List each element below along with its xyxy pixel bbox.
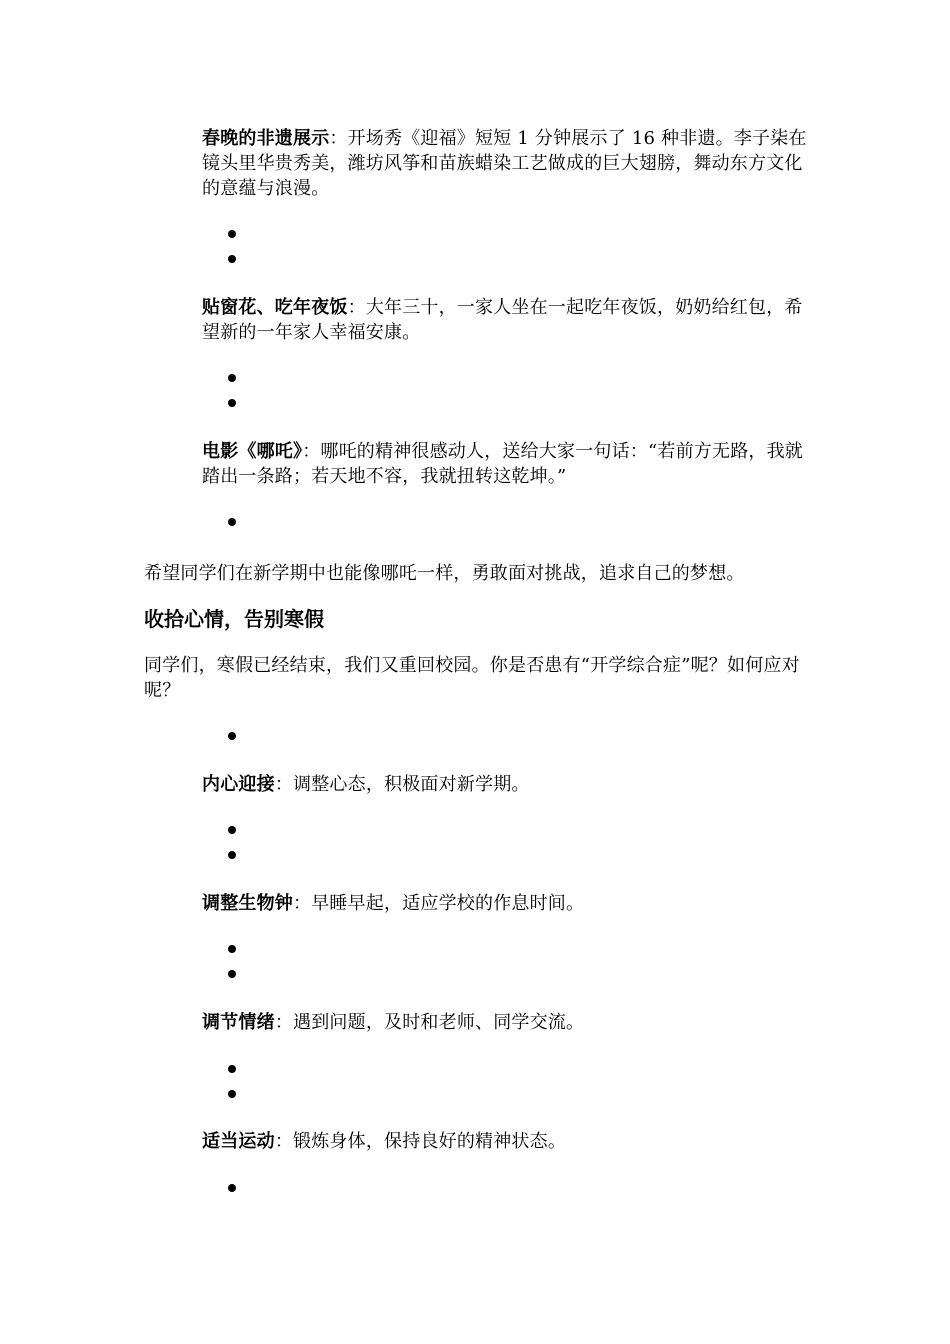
bullet-dot xyxy=(228,1184,236,1192)
section-heading: 收拾心情，告别寒假 xyxy=(144,607,324,631)
item-separator: ： xyxy=(329,128,348,149)
item-text: 哪吒的精神很感动人，送给大家一句话：“若前方无路，我就踏出一条路；若天地不容，我就扭转这乾坤。” xyxy=(202,441,804,487)
tip-separator: ： xyxy=(274,1131,294,1152)
item-separator: ： xyxy=(347,297,366,318)
item-label: 春晚的非遗展示 xyxy=(202,128,330,149)
item-label: 贴窗花、吃年夜饭 xyxy=(202,297,348,318)
tip-separator: ： xyxy=(274,1012,294,1033)
bullet-dot xyxy=(228,230,236,238)
tip-label: 内心迎接 xyxy=(202,774,275,795)
bullet-dot xyxy=(228,851,236,859)
bullet-dot xyxy=(228,1065,236,1073)
bullet-dot xyxy=(228,399,236,407)
item-separator: ： xyxy=(302,441,321,462)
item-paragraph xyxy=(202,439,812,489)
tip-text: 遇到问题，及时和老师、同学交流。 xyxy=(293,1012,585,1033)
bullet-dot xyxy=(228,518,236,526)
tip-paragraph xyxy=(202,1129,812,1154)
tip-separator: ： xyxy=(274,774,294,795)
bullet-dot xyxy=(228,255,236,263)
bullet-dot xyxy=(228,826,236,834)
item-paragraph xyxy=(202,295,812,345)
bullet-dot xyxy=(228,945,236,953)
closing-paragraph: 希望同学们在新学期中也能像哪吒一样，勇敢面对挑战，追求自己的梦想。 xyxy=(144,563,745,584)
item-text: 大年三十，一家人坐在一起吃年夜饭，奶奶给红包，希望新的一年家人幸福安康。 xyxy=(202,297,803,343)
tip-separator: ： xyxy=(293,893,312,914)
tip-paragraph xyxy=(202,891,812,916)
bullet-dot xyxy=(228,1090,236,1098)
item-label: 电影《哪吒》 xyxy=(202,441,303,462)
bullet-dot xyxy=(228,732,236,740)
item-paragraph xyxy=(202,126,812,201)
intro-paragraph: 同学们，寒假已经结束，我们又重回校园。你是否患有“开学综合症”呢？如何应对呢？ xyxy=(144,655,800,701)
tip-text: 锻炼身体，保持良好的精神状态。 xyxy=(293,1131,567,1152)
tip-paragraph xyxy=(202,772,812,797)
item-text: 开场秀《迎福》短短 1 分钟展示了 16 种非遗。李子柒在镜头里华贵秀美，潍坊风筝和苗族蜡染工艺做成的巨大翅膀，舞动东方文化的意蕴与浪漫。 xyxy=(202,128,807,199)
tip-text: 早睡早起，适应学校的作息时间。 xyxy=(311,893,585,914)
tip-label: 调整生物钟 xyxy=(202,893,293,914)
tip-paragraph xyxy=(202,1010,812,1035)
tip-label: 调节情绪 xyxy=(202,1012,275,1033)
tip-text: 调整心态，积极面对新学期。 xyxy=(293,774,530,795)
tip-label: 适当运动 xyxy=(202,1131,275,1152)
bullet-dot xyxy=(228,970,236,978)
bullet-dot xyxy=(228,374,236,382)
